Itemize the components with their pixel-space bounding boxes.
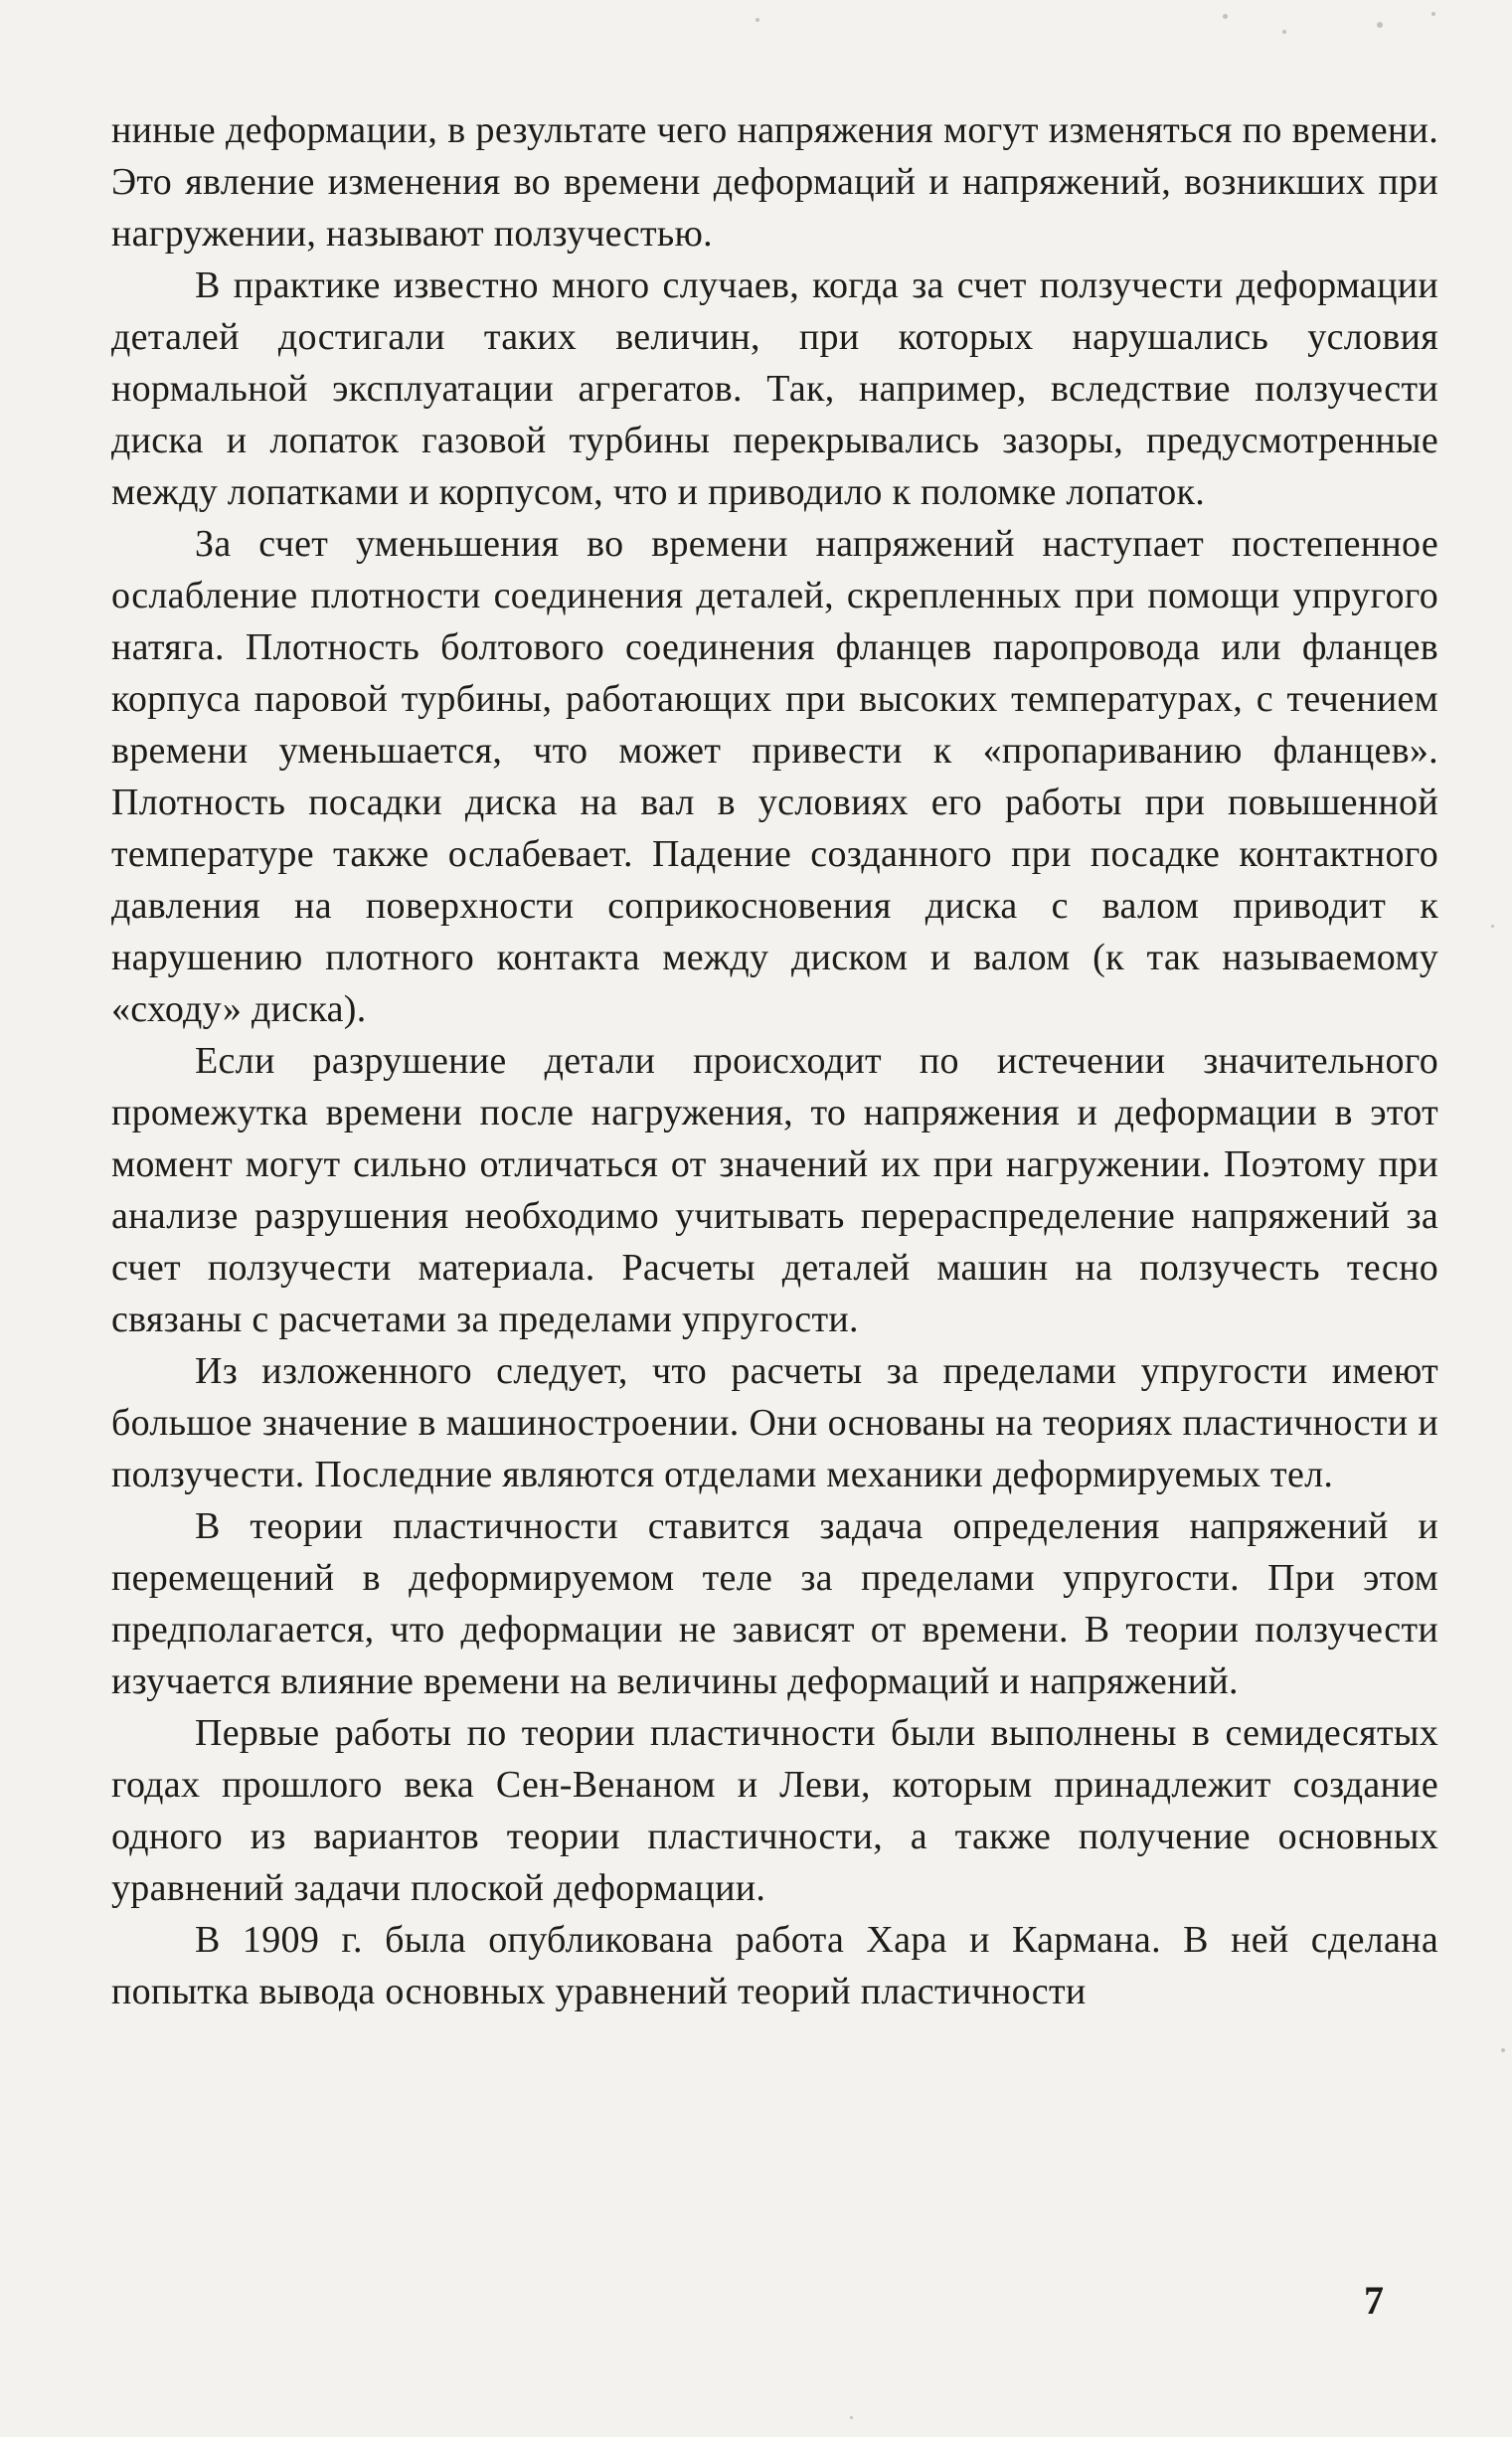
scan-speck bbox=[850, 2416, 853, 2419]
scan-speck bbox=[1223, 14, 1228, 19]
paragraph-7: Первые работы по теории пластичности были выполнены в семидесятых годах прошлого века Сен-Венаном и Леви, которым принадлежит создание одного из вариантов теории пластичности, а также получение основных уравнений задачи плоской деформации. bbox=[111, 1712, 1438, 1909]
scan-speck bbox=[1282, 30, 1286, 34]
paragraph-3: За счет уменьшения во времени напряжений наступает постепенное ослабление плотности соединения деталей, скрепленных при помощи упругого натяга. Плотность болтового соединения фланцев паропровода или фланцев корпуса паровой турбины, работающих при высоких температурах, с течением времени уменьшается, что может привести к «пропариванию фланцев». Плотность посадки диска на вал в условиях его работы при повышенной температуре также ослабевает. Падение созданного при посадке контактного давления на поверхности соприкосновения диска с валом приводит к нарушению плотного контакта между диском и валом (к так называемому «сходу» диска). bbox=[111, 523, 1438, 1030]
scan-speck bbox=[1431, 12, 1435, 16]
paragraph-4: Если разрушение детали происходит по истечении значительного промежутка времени после нагружения, то напряжения и деформации в этот момент могут сильно отличаться от значений их при нагружении. Поэтому при анализе разрушения необходимо учитывать перераспределение напряжений за счет ползучести материала. Расчеты деталей машин на ползучесть тесно связаны с расчетами за пределами упругости. bbox=[111, 1040, 1438, 1340]
page-number: 7 bbox=[1364, 2278, 1384, 2323]
paragraph-5: Из изложенного следует, что расчеты за пределами упругости имеют большое значение в машиностроении. Они основаны на теориях пластичности и ползучести. Последние являются отделами механики деформируемых тел. bbox=[111, 1350, 1438, 1495]
paragraph-8: В 1909 г. была опубликована работа Хара и Кармана. В ней сделана попытка вывода основных уравнений теорий пластичности bbox=[111, 1919, 1438, 2012]
scan-speck bbox=[1491, 925, 1494, 928]
paragraph-1: ниные деформации, в результате чего напряжения могут изменяться по времени. Это явление изменения во времени деформаций и напряжений, возникших при нагружении, называют ползучестью. bbox=[111, 109, 1438, 255]
scan-speck bbox=[1501, 2048, 1505, 2052]
scan-speck bbox=[1377, 22, 1383, 28]
body-text bbox=[111, 104, 1438, 2017]
paragraph-2: В практике известно много случаев, когда за счет ползучести деформации деталей достигали таких величин, при которых нарушались условия нормальной эксплуатации агрегатов. Так, например, вследствие ползучести диска и лопаток газовой турбины перекрывались зазоры, предусмотренные между лопатками и корпусом, что и приводило к поломке лопаток. bbox=[111, 264, 1438, 513]
scan-speck bbox=[756, 18, 759, 22]
paragraph-6: В теории пластичности ставится задача определения напряжений и перемещений в деформируемом теле за пределами упругости. При этом предполагается, что деформации не зависят от времени. В теории ползучести изучается влияние времени на величины деформаций и напряжений. bbox=[111, 1505, 1438, 1702]
